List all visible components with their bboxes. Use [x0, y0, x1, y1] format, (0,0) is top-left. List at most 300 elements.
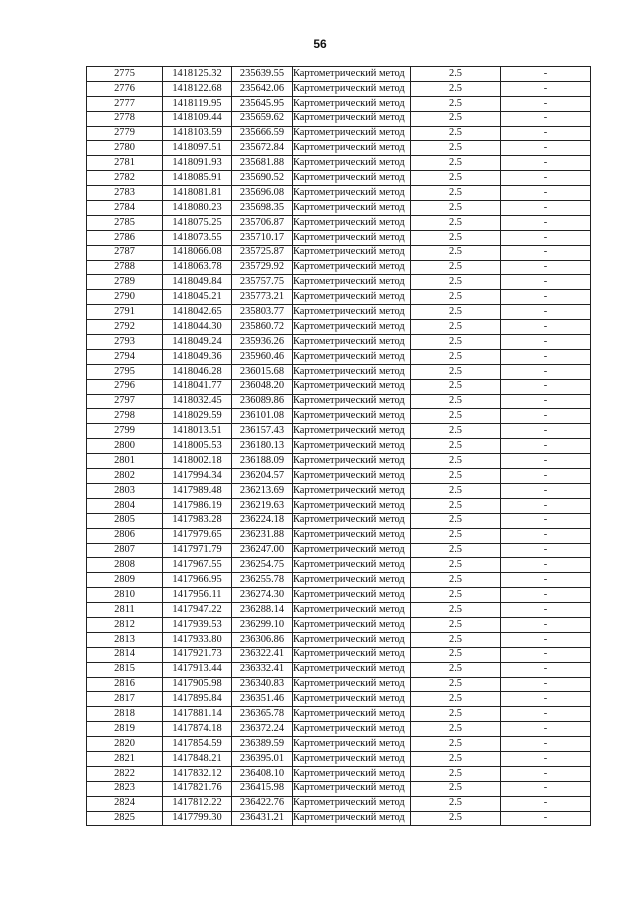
method-cell: Картометрический метод — [293, 781, 411, 796]
y-coordinate-cell: 236231.88 — [232, 528, 293, 543]
method-cell: Картометрический метод — [293, 766, 411, 781]
point-number-cell: 2793 — [87, 335, 163, 350]
y-coordinate-cell: 236254.75 — [232, 558, 293, 573]
x-coordinate-cell: 1418042.65 — [163, 305, 232, 320]
accuracy-cell: 2.5 — [411, 81, 501, 96]
accuracy-cell: 2.5 — [411, 215, 501, 230]
extra-cell: - — [501, 707, 591, 722]
accuracy-cell: 2.5 — [411, 349, 501, 364]
point-number-cell: 2816 — [87, 677, 163, 692]
accuracy-cell: 2.5 — [411, 513, 501, 528]
y-coordinate-cell: 235639.55 — [232, 67, 293, 82]
method-cell: Картометрический метод — [293, 230, 411, 245]
table-row — [87, 781, 591, 796]
method-cell: Картометрический метод — [293, 126, 411, 141]
table-row — [87, 662, 591, 677]
point-number-cell: 2823 — [87, 781, 163, 796]
point-number-cell: 2775 — [87, 67, 163, 82]
point-number-cell: 2786 — [87, 230, 163, 245]
accuracy-cell: 2.5 — [411, 677, 501, 692]
point-number-cell: 2814 — [87, 647, 163, 662]
accuracy-cell: 2.5 — [411, 603, 501, 618]
extra-cell: - — [501, 573, 591, 588]
extra-cell: - — [501, 469, 591, 484]
point-number-cell: 2809 — [87, 573, 163, 588]
x-coordinate-cell: 1418122.68 — [163, 81, 232, 96]
accuracy-cell: 2.5 — [411, 528, 501, 543]
table-row — [87, 558, 591, 573]
accuracy-cell: 2.5 — [411, 558, 501, 573]
extra-cell: - — [501, 647, 591, 662]
x-coordinate-cell: 1418045.21 — [163, 290, 232, 305]
table-row — [87, 364, 591, 379]
method-cell: Картометрический метод — [293, 469, 411, 484]
point-number-cell: 2802 — [87, 469, 163, 484]
accuracy-cell: 2.5 — [411, 141, 501, 156]
x-coordinate-cell: 1418066.08 — [163, 245, 232, 260]
method-cell: Картометрический метод — [293, 394, 411, 409]
point-number-cell: 2820 — [87, 737, 163, 752]
method-cell: Картометрический метод — [293, 483, 411, 498]
table-row — [87, 454, 591, 469]
point-number-cell: 2815 — [87, 662, 163, 677]
accuracy-cell: 2.5 — [411, 573, 501, 588]
point-number-cell: 2811 — [87, 603, 163, 618]
extra-cell: - — [501, 439, 591, 454]
point-number-cell: 2783 — [87, 186, 163, 201]
x-coordinate-cell: 1418103.59 — [163, 126, 232, 141]
table-row — [87, 335, 591, 350]
accuracy-cell: 2.5 — [411, 364, 501, 379]
accuracy-cell: 2.5 — [411, 707, 501, 722]
extra-cell: - — [501, 215, 591, 230]
method-cell: Картометрический метод — [293, 320, 411, 335]
extra-cell: - — [501, 111, 591, 126]
point-number-cell: 2805 — [87, 513, 163, 528]
extra-cell: - — [501, 156, 591, 171]
accuracy-cell: 2.5 — [411, 230, 501, 245]
y-coordinate-cell: 236332.41 — [232, 662, 293, 677]
extra-cell: - — [501, 722, 591, 737]
y-coordinate-cell: 236408.10 — [232, 766, 293, 781]
coordinates-table — [86, 66, 591, 826]
table-row — [87, 230, 591, 245]
point-number-cell: 2824 — [87, 796, 163, 811]
point-number-cell: 2798 — [87, 409, 163, 424]
method-cell: Картометрический метод — [293, 186, 411, 201]
method-cell: Картометрический метод — [293, 751, 411, 766]
x-coordinate-cell: 1418097.51 — [163, 141, 232, 156]
y-coordinate-cell: 235706.87 — [232, 215, 293, 230]
extra-cell: - — [501, 677, 591, 692]
extra-cell: - — [501, 558, 591, 573]
x-coordinate-cell: 1418029.59 — [163, 409, 232, 424]
x-coordinate-cell: 1418119.95 — [163, 96, 232, 111]
y-coordinate-cell: 236351.46 — [232, 692, 293, 707]
method-cell: Картометрический метод — [293, 722, 411, 737]
table-row — [87, 796, 591, 811]
x-coordinate-cell: 1418041.77 — [163, 379, 232, 394]
point-number-cell: 2825 — [87, 811, 163, 826]
x-coordinate-cell: 1418125.32 — [163, 67, 232, 82]
point-number-cell: 2810 — [87, 588, 163, 603]
table-row — [87, 603, 591, 618]
table-row — [87, 186, 591, 201]
x-coordinate-cell: 1418049.84 — [163, 275, 232, 290]
x-coordinate-cell: 1417905.98 — [163, 677, 232, 692]
y-coordinate-cell: 235860.72 — [232, 320, 293, 335]
extra-cell: - — [501, 424, 591, 439]
extra-cell: - — [501, 186, 591, 201]
table-row — [87, 737, 591, 752]
method-cell: Картометрический метод — [293, 156, 411, 171]
accuracy-cell: 2.5 — [411, 662, 501, 677]
extra-cell: - — [501, 766, 591, 781]
x-coordinate-cell: 1417913.44 — [163, 662, 232, 677]
point-number-cell: 2821 — [87, 751, 163, 766]
y-coordinate-cell: 235936.26 — [232, 335, 293, 350]
point-number-cell: 2788 — [87, 260, 163, 275]
method-cell: Картометрический метод — [293, 364, 411, 379]
x-coordinate-cell: 1418080.23 — [163, 201, 232, 216]
method-cell: Картометрический метод — [293, 141, 411, 156]
accuracy-cell: 2.5 — [411, 394, 501, 409]
x-coordinate-cell: 1418091.93 — [163, 156, 232, 171]
extra-cell: - — [501, 483, 591, 498]
table-row — [87, 171, 591, 186]
x-coordinate-cell: 1417947.22 — [163, 603, 232, 618]
y-coordinate-cell: 235672.84 — [232, 141, 293, 156]
method-cell: Картометрический метод — [293, 424, 411, 439]
point-number-cell: 2804 — [87, 498, 163, 513]
x-coordinate-cell: 1417854.59 — [163, 737, 232, 752]
x-coordinate-cell: 1418109.44 — [163, 111, 232, 126]
method-cell: Картометрический метод — [293, 454, 411, 469]
y-coordinate-cell: 236395.01 — [232, 751, 293, 766]
x-coordinate-cell: 1417895.84 — [163, 692, 232, 707]
y-coordinate-cell: 235960.46 — [232, 349, 293, 364]
accuracy-cell: 2.5 — [411, 811, 501, 826]
y-coordinate-cell: 236219.63 — [232, 498, 293, 513]
point-number-cell: 2800 — [87, 439, 163, 454]
extra-cell: - — [501, 141, 591, 156]
page-number: 56 — [313, 37, 327, 51]
x-coordinate-cell: 1418075.25 — [163, 215, 232, 230]
point-number-cell: 2806 — [87, 528, 163, 543]
y-coordinate-cell: 235645.95 — [232, 96, 293, 111]
table-row — [87, 67, 591, 82]
extra-cell: - — [501, 275, 591, 290]
method-cell: Картометрический метод — [293, 81, 411, 96]
extra-cell: - — [501, 320, 591, 335]
point-number-cell: 2799 — [87, 424, 163, 439]
y-coordinate-cell: 236389.59 — [232, 737, 293, 752]
method-cell: Картометрический метод — [293, 588, 411, 603]
extra-cell: - — [501, 737, 591, 752]
table-row — [87, 156, 591, 171]
y-coordinate-cell: 236274.30 — [232, 588, 293, 603]
x-coordinate-cell: 1418063.78 — [163, 260, 232, 275]
accuracy-cell: 2.5 — [411, 305, 501, 320]
table-row — [87, 126, 591, 141]
point-number-cell: 2794 — [87, 349, 163, 364]
accuracy-cell: 2.5 — [411, 588, 501, 603]
accuracy-cell: 2.5 — [411, 379, 501, 394]
table-row — [87, 751, 591, 766]
accuracy-cell: 2.5 — [411, 751, 501, 766]
accuracy-cell: 2.5 — [411, 111, 501, 126]
method-cell: Картометрический метод — [293, 171, 411, 186]
table-row — [87, 766, 591, 781]
accuracy-cell: 2.5 — [411, 67, 501, 82]
point-number-cell: 2776 — [87, 81, 163, 96]
y-coordinate-cell: 236299.10 — [232, 617, 293, 632]
table-row — [87, 811, 591, 826]
y-coordinate-cell: 235696.08 — [232, 186, 293, 201]
point-number-cell: 2796 — [87, 379, 163, 394]
method-cell: Картометрический метод — [293, 498, 411, 513]
extra-cell: - — [501, 796, 591, 811]
extra-cell: - — [501, 335, 591, 350]
accuracy-cell: 2.5 — [411, 201, 501, 216]
accuracy-cell: 2.5 — [411, 409, 501, 424]
y-coordinate-cell: 235681.88 — [232, 156, 293, 171]
table-row — [87, 96, 591, 111]
accuracy-cell: 2.5 — [411, 483, 501, 498]
y-coordinate-cell: 235803.77 — [232, 305, 293, 320]
x-coordinate-cell: 1417921.73 — [163, 647, 232, 662]
table-row — [87, 439, 591, 454]
accuracy-cell: 2.5 — [411, 737, 501, 752]
point-number-cell: 2792 — [87, 320, 163, 335]
table-row — [87, 141, 591, 156]
point-number-cell: 2808 — [87, 558, 163, 573]
x-coordinate-cell: 1418046.28 — [163, 364, 232, 379]
y-coordinate-cell: 236306.86 — [232, 632, 293, 647]
x-coordinate-cell: 1418005.53 — [163, 439, 232, 454]
table-row — [87, 573, 591, 588]
x-coordinate-cell: 1417874.18 — [163, 722, 232, 737]
extra-cell: - — [501, 81, 591, 96]
y-coordinate-cell: 235729.92 — [232, 260, 293, 275]
accuracy-cell: 2.5 — [411, 156, 501, 171]
x-coordinate-cell: 1417933.80 — [163, 632, 232, 647]
extra-cell: - — [501, 379, 591, 394]
extra-cell: - — [501, 632, 591, 647]
accuracy-cell: 2.5 — [411, 335, 501, 350]
point-number-cell: 2812 — [87, 617, 163, 632]
x-coordinate-cell: 1417799.30 — [163, 811, 232, 826]
table-row — [87, 647, 591, 662]
point-number-cell: 2795 — [87, 364, 163, 379]
y-coordinate-cell: 235710.17 — [232, 230, 293, 245]
extra-cell: - — [501, 394, 591, 409]
extra-cell: - — [501, 290, 591, 305]
table-row — [87, 409, 591, 424]
table-row — [87, 632, 591, 647]
extra-cell: - — [501, 67, 591, 82]
extra-cell: - — [501, 811, 591, 826]
accuracy-cell: 2.5 — [411, 796, 501, 811]
accuracy-cell: 2.5 — [411, 692, 501, 707]
method-cell: Картометрический метод — [293, 543, 411, 558]
table-row — [87, 111, 591, 126]
accuracy-cell: 2.5 — [411, 96, 501, 111]
y-coordinate-cell: 236101.08 — [232, 409, 293, 424]
y-coordinate-cell: 236188.09 — [232, 454, 293, 469]
table-row — [87, 320, 591, 335]
method-cell: Картометрический метод — [293, 201, 411, 216]
method-cell: Картометрический метод — [293, 409, 411, 424]
accuracy-cell: 2.5 — [411, 722, 501, 737]
method-cell: Картометрический метод — [293, 439, 411, 454]
method-cell: Картометрический метод — [293, 290, 411, 305]
x-coordinate-cell: 1417994.34 — [163, 469, 232, 484]
y-coordinate-cell: 235698.35 — [232, 201, 293, 216]
extra-cell: - — [501, 528, 591, 543]
x-coordinate-cell: 1417848.21 — [163, 751, 232, 766]
accuracy-cell: 2.5 — [411, 126, 501, 141]
y-coordinate-cell: 236213.69 — [232, 483, 293, 498]
extra-cell: - — [501, 171, 591, 186]
table-row — [87, 722, 591, 737]
x-coordinate-cell: 1417812.22 — [163, 796, 232, 811]
x-coordinate-cell: 1417956.11 — [163, 588, 232, 603]
y-coordinate-cell: 236247.00 — [232, 543, 293, 558]
y-coordinate-cell: 236180.13 — [232, 439, 293, 454]
table-row — [87, 528, 591, 543]
x-coordinate-cell: 1418049.36 — [163, 349, 232, 364]
extra-cell: - — [501, 96, 591, 111]
extra-cell: - — [501, 409, 591, 424]
method-cell: Картометрический метод — [293, 513, 411, 528]
table-row — [87, 394, 591, 409]
method-cell: Картометрический метод — [293, 707, 411, 722]
point-number-cell: 2818 — [87, 707, 163, 722]
extra-cell: - — [501, 230, 591, 245]
x-coordinate-cell: 1418049.24 — [163, 335, 232, 350]
accuracy-cell: 2.5 — [411, 469, 501, 484]
table-row — [87, 275, 591, 290]
point-number-cell: 2787 — [87, 245, 163, 260]
method-cell: Картометрический метод — [293, 111, 411, 126]
table-row — [87, 305, 591, 320]
table-row — [87, 469, 591, 484]
x-coordinate-cell: 1417983.28 — [163, 513, 232, 528]
extra-cell: - — [501, 513, 591, 528]
x-coordinate-cell: 1418032.45 — [163, 394, 232, 409]
method-cell: Картометрический метод — [293, 573, 411, 588]
y-coordinate-cell: 236204.57 — [232, 469, 293, 484]
point-number-cell: 2807 — [87, 543, 163, 558]
method-cell: Картометрический метод — [293, 603, 411, 618]
method-cell: Картометрический метод — [293, 796, 411, 811]
method-cell: Картометрический метод — [293, 275, 411, 290]
table-row — [87, 260, 591, 275]
point-number-cell: 2781 — [87, 156, 163, 171]
table-row — [87, 588, 591, 603]
point-number-cell: 2780 — [87, 141, 163, 156]
extra-cell: - — [501, 543, 591, 558]
extra-cell: - — [501, 603, 591, 618]
extra-cell: - — [501, 662, 591, 677]
y-coordinate-cell: 236288.14 — [232, 603, 293, 618]
extra-cell: - — [501, 260, 591, 275]
accuracy-cell: 2.5 — [411, 498, 501, 513]
accuracy-cell: 2.5 — [411, 245, 501, 260]
x-coordinate-cell: 1418044.30 — [163, 320, 232, 335]
extra-cell: - — [501, 498, 591, 513]
point-number-cell: 2790 — [87, 290, 163, 305]
coordinates-table-body — [87, 67, 591, 826]
table-row — [87, 379, 591, 394]
y-coordinate-cell: 236255.78 — [232, 573, 293, 588]
method-cell: Картометрический метод — [293, 96, 411, 111]
accuracy-cell: 2.5 — [411, 260, 501, 275]
accuracy-cell: 2.5 — [411, 766, 501, 781]
x-coordinate-cell: 1418002.18 — [163, 454, 232, 469]
point-number-cell: 2801 — [87, 454, 163, 469]
point-number-cell: 2789 — [87, 275, 163, 290]
accuracy-cell: 2.5 — [411, 275, 501, 290]
table-row — [87, 707, 591, 722]
point-number-cell: 2785 — [87, 215, 163, 230]
x-coordinate-cell: 1417986.19 — [163, 498, 232, 513]
method-cell: Картометрический метод — [293, 662, 411, 677]
extra-cell: - — [501, 349, 591, 364]
table-row — [87, 349, 591, 364]
x-coordinate-cell: 1417881.14 — [163, 707, 232, 722]
x-coordinate-cell: 1417939.53 — [163, 617, 232, 632]
method-cell: Картометрический метод — [293, 215, 411, 230]
table-row — [87, 617, 591, 632]
extra-cell: - — [501, 126, 591, 141]
accuracy-cell: 2.5 — [411, 781, 501, 796]
y-coordinate-cell: 236372.24 — [232, 722, 293, 737]
point-number-cell: 2803 — [87, 483, 163, 498]
point-number-cell: 2822 — [87, 766, 163, 781]
method-cell: Картометрический метод — [293, 349, 411, 364]
method-cell: Картометрический метод — [293, 677, 411, 692]
point-number-cell: 2779 — [87, 126, 163, 141]
method-cell: Картометрический метод — [293, 260, 411, 275]
y-coordinate-cell: 235659.62 — [232, 111, 293, 126]
y-coordinate-cell: 235690.52 — [232, 171, 293, 186]
x-coordinate-cell: 1417989.48 — [163, 483, 232, 498]
accuracy-cell: 2.5 — [411, 424, 501, 439]
x-coordinate-cell: 1417979.65 — [163, 528, 232, 543]
accuracy-cell: 2.5 — [411, 454, 501, 469]
extra-cell: - — [501, 588, 591, 603]
accuracy-cell: 2.5 — [411, 186, 501, 201]
extra-cell: - — [501, 245, 591, 260]
point-number-cell: 2784 — [87, 201, 163, 216]
extra-cell: - — [501, 305, 591, 320]
accuracy-cell: 2.5 — [411, 320, 501, 335]
y-coordinate-cell: 235642.06 — [232, 81, 293, 96]
point-number-cell: 2777 — [87, 96, 163, 111]
y-coordinate-cell: 236415.98 — [232, 781, 293, 796]
table-row — [87, 245, 591, 260]
point-number-cell: 2813 — [87, 632, 163, 647]
method-cell: Картометрический метод — [293, 737, 411, 752]
x-coordinate-cell: 1417967.55 — [163, 558, 232, 573]
method-cell: Картометрический метод — [293, 379, 411, 394]
extra-cell: - — [501, 781, 591, 796]
x-coordinate-cell: 1418085.91 — [163, 171, 232, 186]
table-row — [87, 424, 591, 439]
method-cell: Картометрический метод — [293, 617, 411, 632]
